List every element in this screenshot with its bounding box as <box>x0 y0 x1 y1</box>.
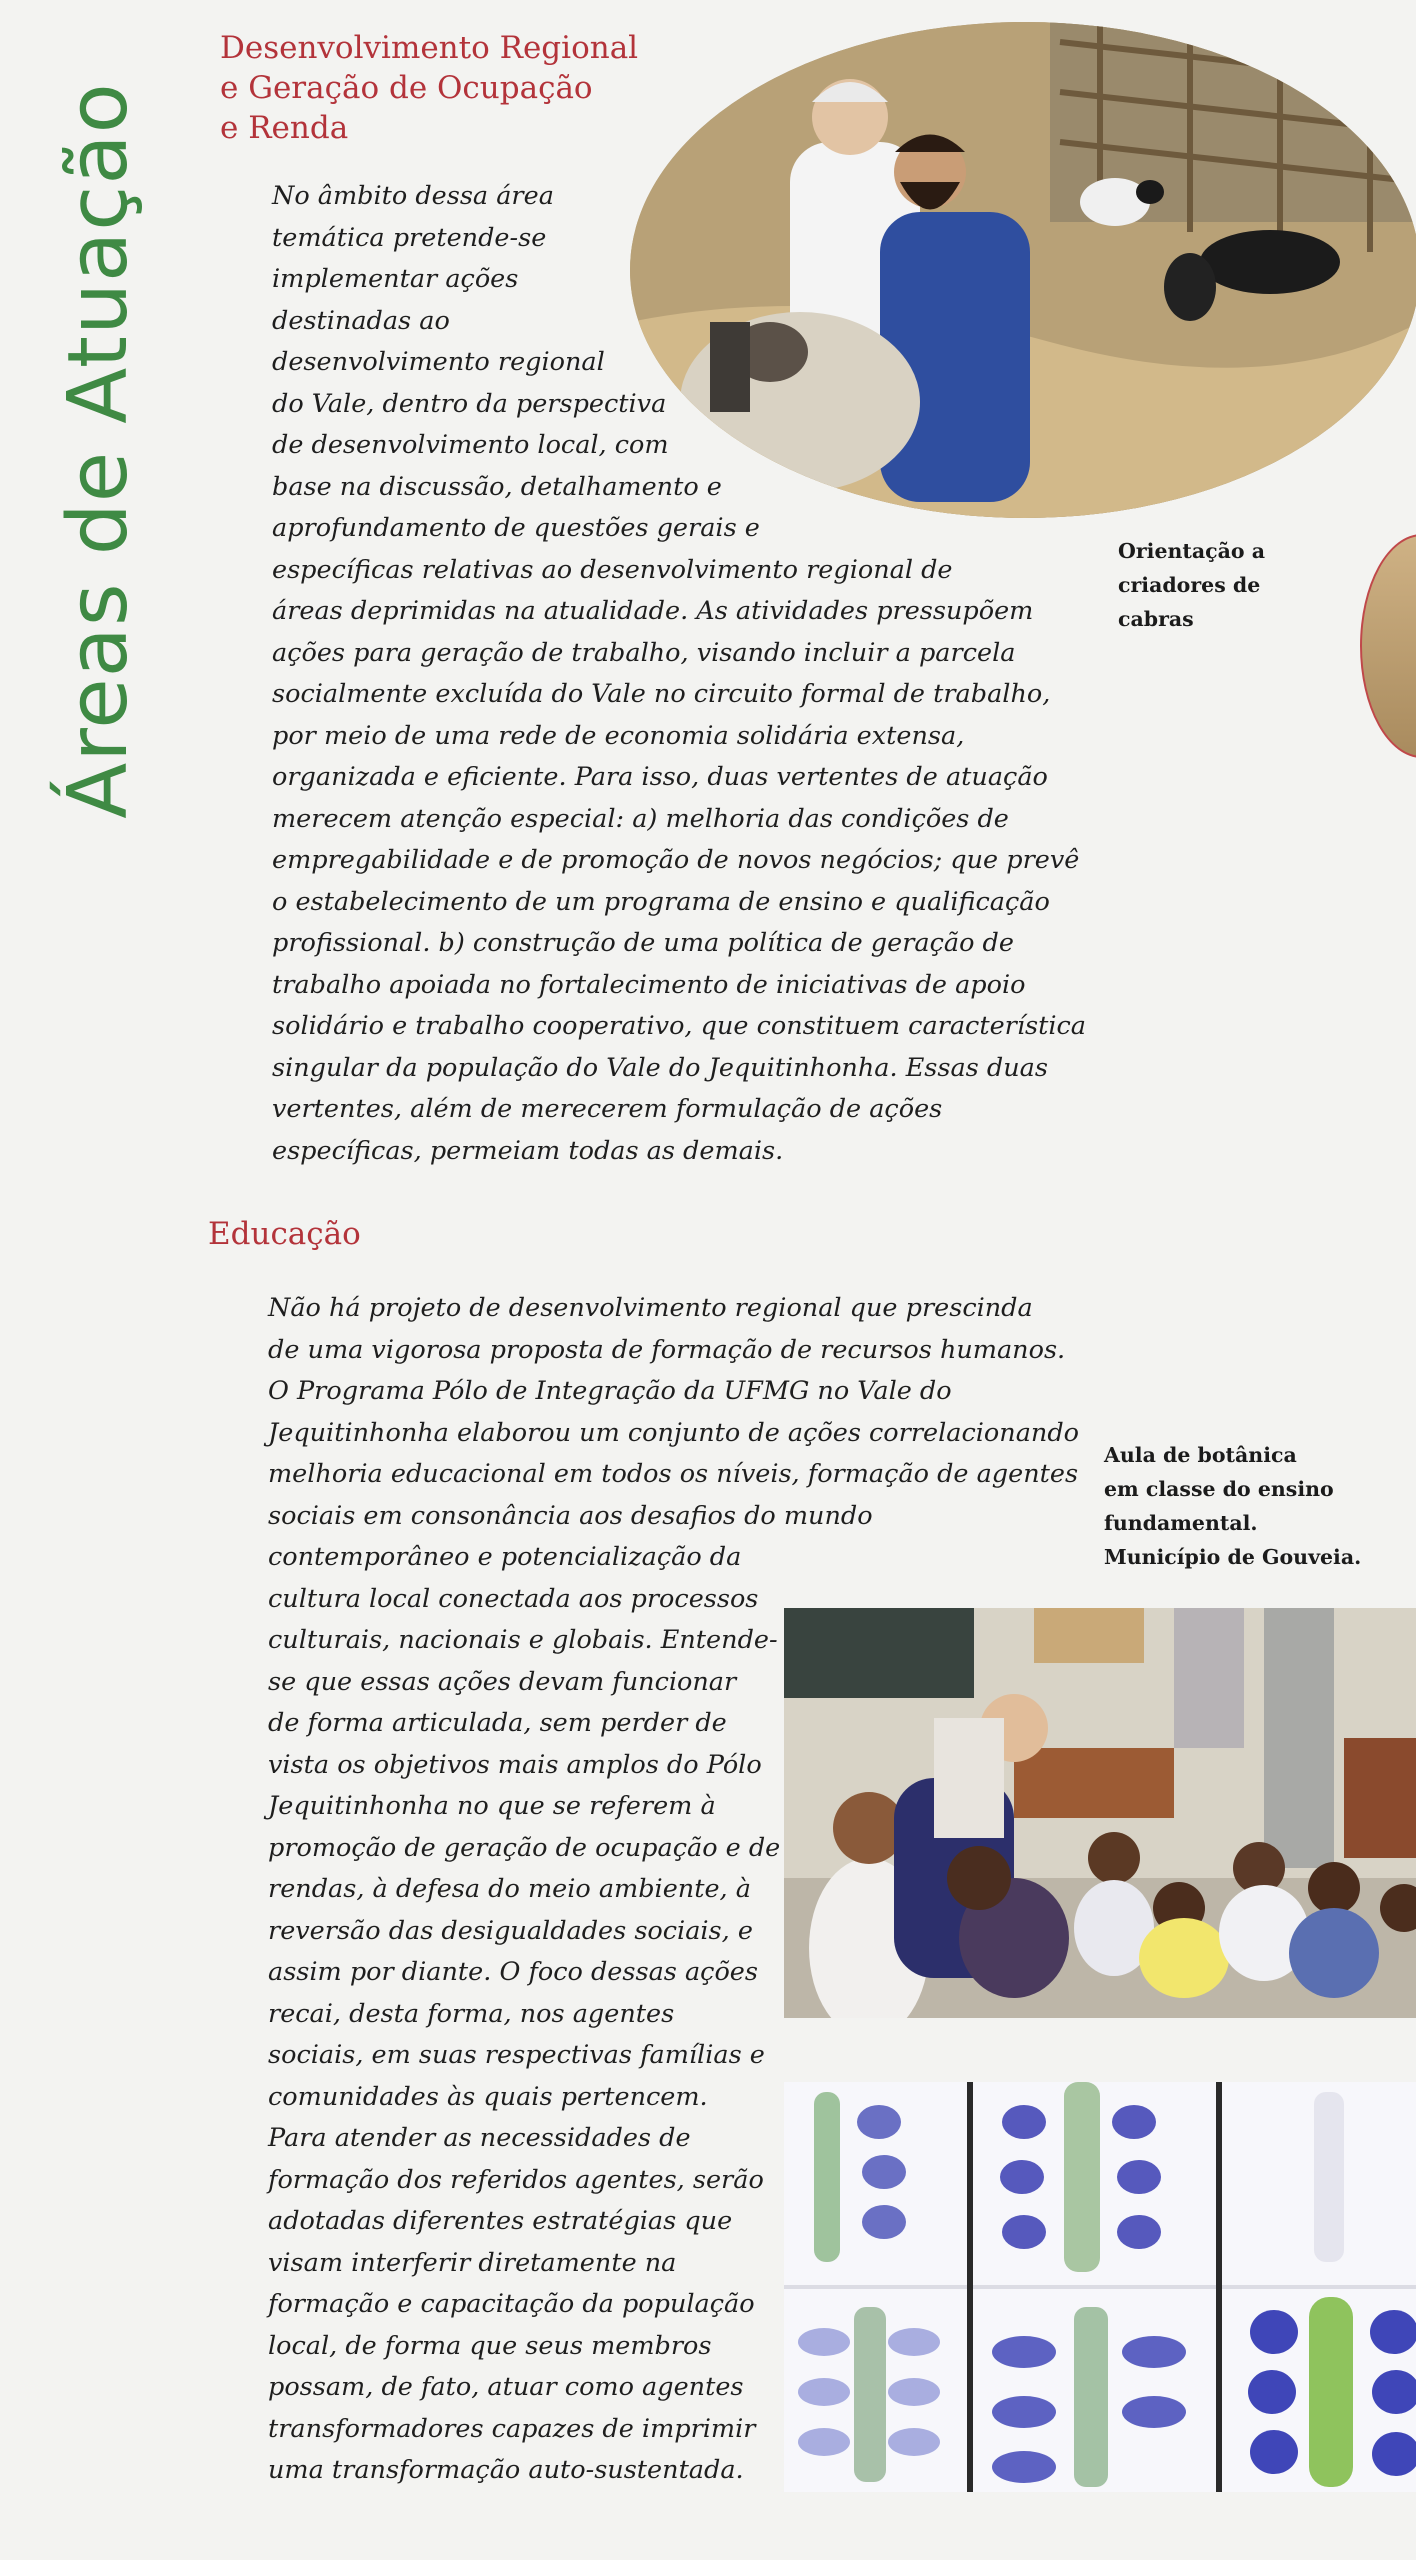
paragraph-line: O Programa Pólo de Integração da UFMG no Vale do <box>268 1376 952 1406</box>
paragraph-line: transformadores capazes de imprimir <box>268 2413 756 2444</box>
paragraph-line: organizada e eficiente. Para isso, duas vertentes de atuação <box>272 762 1048 792</box>
paragraph-line: de forma articulada, sem perder de <box>268 1708 727 1738</box>
paragraph-line: base na discussão, detalhamento e <box>272 471 722 502</box>
paragraph-line: socialmente excluída do Vale no circuito formal de trabalho, <box>272 679 1051 709</box>
paragraph-line: merecem atenção especial: a) melhoria das condições de <box>272 803 1009 834</box>
paragraph-line: singular da população do Vale do Jequitinhonha. Essas duas <box>272 1052 1048 1083</box>
paragraph-line: destinadas ao <box>272 305 450 336</box>
paragraph-line: do Vale, dentro da perspectiva <box>272 388 667 419</box>
caption-line: Aula de botânica <box>1104 1443 1297 1467</box>
paragraph-line: local, de forma que seus membros <box>268 2330 712 2361</box>
paragraph-line: recai, desta forma, nos agentes <box>268 1998 675 2029</box>
caption-line: Município de Gouveia. <box>1104 1545 1362 1569</box>
botany-photo-caption <box>1104 1438 1361 1574</box>
classroom-photo <box>784 1608 1416 2018</box>
paragraph-line: formação dos referidos agentes, serão <box>268 2164 764 2195</box>
paragraph-line: visam interferir diretamente na <box>268 2247 677 2278</box>
paragraph-line: profissional. b) construção de uma política de geração de <box>272 928 1014 958</box>
page-side-title-wrap <box>42 0 154 900</box>
section1-heading <box>220 28 680 148</box>
paragraph-line: áreas deprimidas na atualidade. As atividades pressupõem <box>272 596 1034 626</box>
paragraph-line: temática pretende-se <box>272 222 547 253</box>
paragraph-line: adotadas diferentes estratégias que <box>268 2206 733 2236</box>
section1-heading-line: e Renda <box>220 110 349 146</box>
caption-line: Orientação a <box>1118 539 1266 563</box>
paragraph-line: Jequitinhonha elaborou um conjunto de ações correlacionando <box>268 1417 1080 1448</box>
paragraph-line: específicas relativas ao desenvolvimento regional de <box>272 554 953 585</box>
paragraph-line: uma transformação auto-sustentada. <box>268 2455 744 2485</box>
caption-line: criadores de <box>1118 573 1261 597</box>
paragraph-line: ações para geração de trabalho, visando incluir a parcela <box>272 637 1016 668</box>
paragraph-line: solidário e trabalho cooperativo, que constituem característica <box>272 1011 1086 1041</box>
paragraph-line: comunidades às quais pertencem. <box>268 2081 708 2112</box>
caption-line: cabras <box>1118 607 1194 631</box>
paragraph-line: possam, de fato, atuar como agentes <box>268 2372 744 2402</box>
page-side-title: Áreas de Atuação <box>50 81 146 819</box>
paragraph-line: promoção de geração de ocupação e de <box>268 1832 781 1863</box>
paragraph-line: Jequitinhonha no que se referem à <box>268 1791 716 1821</box>
cactus-drawings-photo <box>784 2082 1416 2492</box>
section2-heading: Educação <box>208 1216 361 1252</box>
paragraph-line: de desenvolvimento local, com <box>272 430 669 460</box>
paragraph-line: assim por diante. O foco dessas ações <box>268 1957 758 1987</box>
paragraph-line: vertentes, além de merecerem formulação de ações <box>272 1094 943 1124</box>
paragraph-line: melhoria educacional em todos os níveis, formação de agentes <box>268 1459 1079 1489</box>
paragraph-line: por meio de uma rede de economia solidária extensa, <box>272 720 965 751</box>
paragraph-line: reversão das desigualdades sociais, e <box>268 1915 753 1946</box>
paragraph-line: se que essas ações devam funcionar <box>268 1666 737 1697</box>
paragraph-line: sociais, em suas respectivas famílias e <box>268 2040 765 2070</box>
paragraph-line: Não há projeto de desenvolvimento regional que prescinda <box>268 1293 1033 1323</box>
paragraph-line: formação e capacitação da população <box>268 2289 755 2319</box>
paragraph-line: sociais em consonância aos desafios do mundo <box>268 1500 873 1531</box>
paragraph-line: específicas, permeiam todas as demais. <box>272 1135 784 1166</box>
goat-photo-caption <box>1118 534 1265 636</box>
caption-line: fundamental. <box>1104 1511 1258 1535</box>
caption-line: em classe do ensino <box>1104 1477 1334 1501</box>
paragraph-line: Para atender as necessidades de <box>268 2123 691 2153</box>
paragraph-line: culturais, nacionais e globais. Entende- <box>268 1625 778 1655</box>
paragraph-line: implementar ações <box>272 264 519 294</box>
paragraph-line: rendas, à defesa do meio ambiente, à <box>268 1874 751 1904</box>
paragraph-line: contemporâneo e potencialização da <box>268 1542 742 1572</box>
paragraph-line: de uma vigorosa proposta de formação de recursos humanos. <box>268 1334 1066 1365</box>
section1-heading-line: e Geração de Ocupação <box>220 70 593 106</box>
paragraph-line: aprofundamento de questões gerais e <box>272 513 760 543</box>
paragraph-line: o estabelecimento de um programa de ensino e qualificação <box>272 886 1050 917</box>
paragraph-line: desenvolvimento regional <box>272 347 605 377</box>
paragraph-line: No âmbito dessa área <box>272 181 554 211</box>
paragraph-line: vista os objetivos mais amplos do Pólo <box>268 1749 762 1780</box>
section1-heading-line: Desenvolvimento Regional <box>220 30 639 66</box>
secondary-photo-fragment <box>1360 534 1416 758</box>
paragraph-line: trabalho apoiada no fortalecimento de iniciativas de apoio <box>272 969 1026 1000</box>
paragraph-line: empregabilidade e de promoção de novos negócios; que prevê <box>272 845 1080 875</box>
paragraph-line: cultura local conectada aos processos <box>268 1583 759 1614</box>
section1-paragraph <box>272 176 1086 1172</box>
